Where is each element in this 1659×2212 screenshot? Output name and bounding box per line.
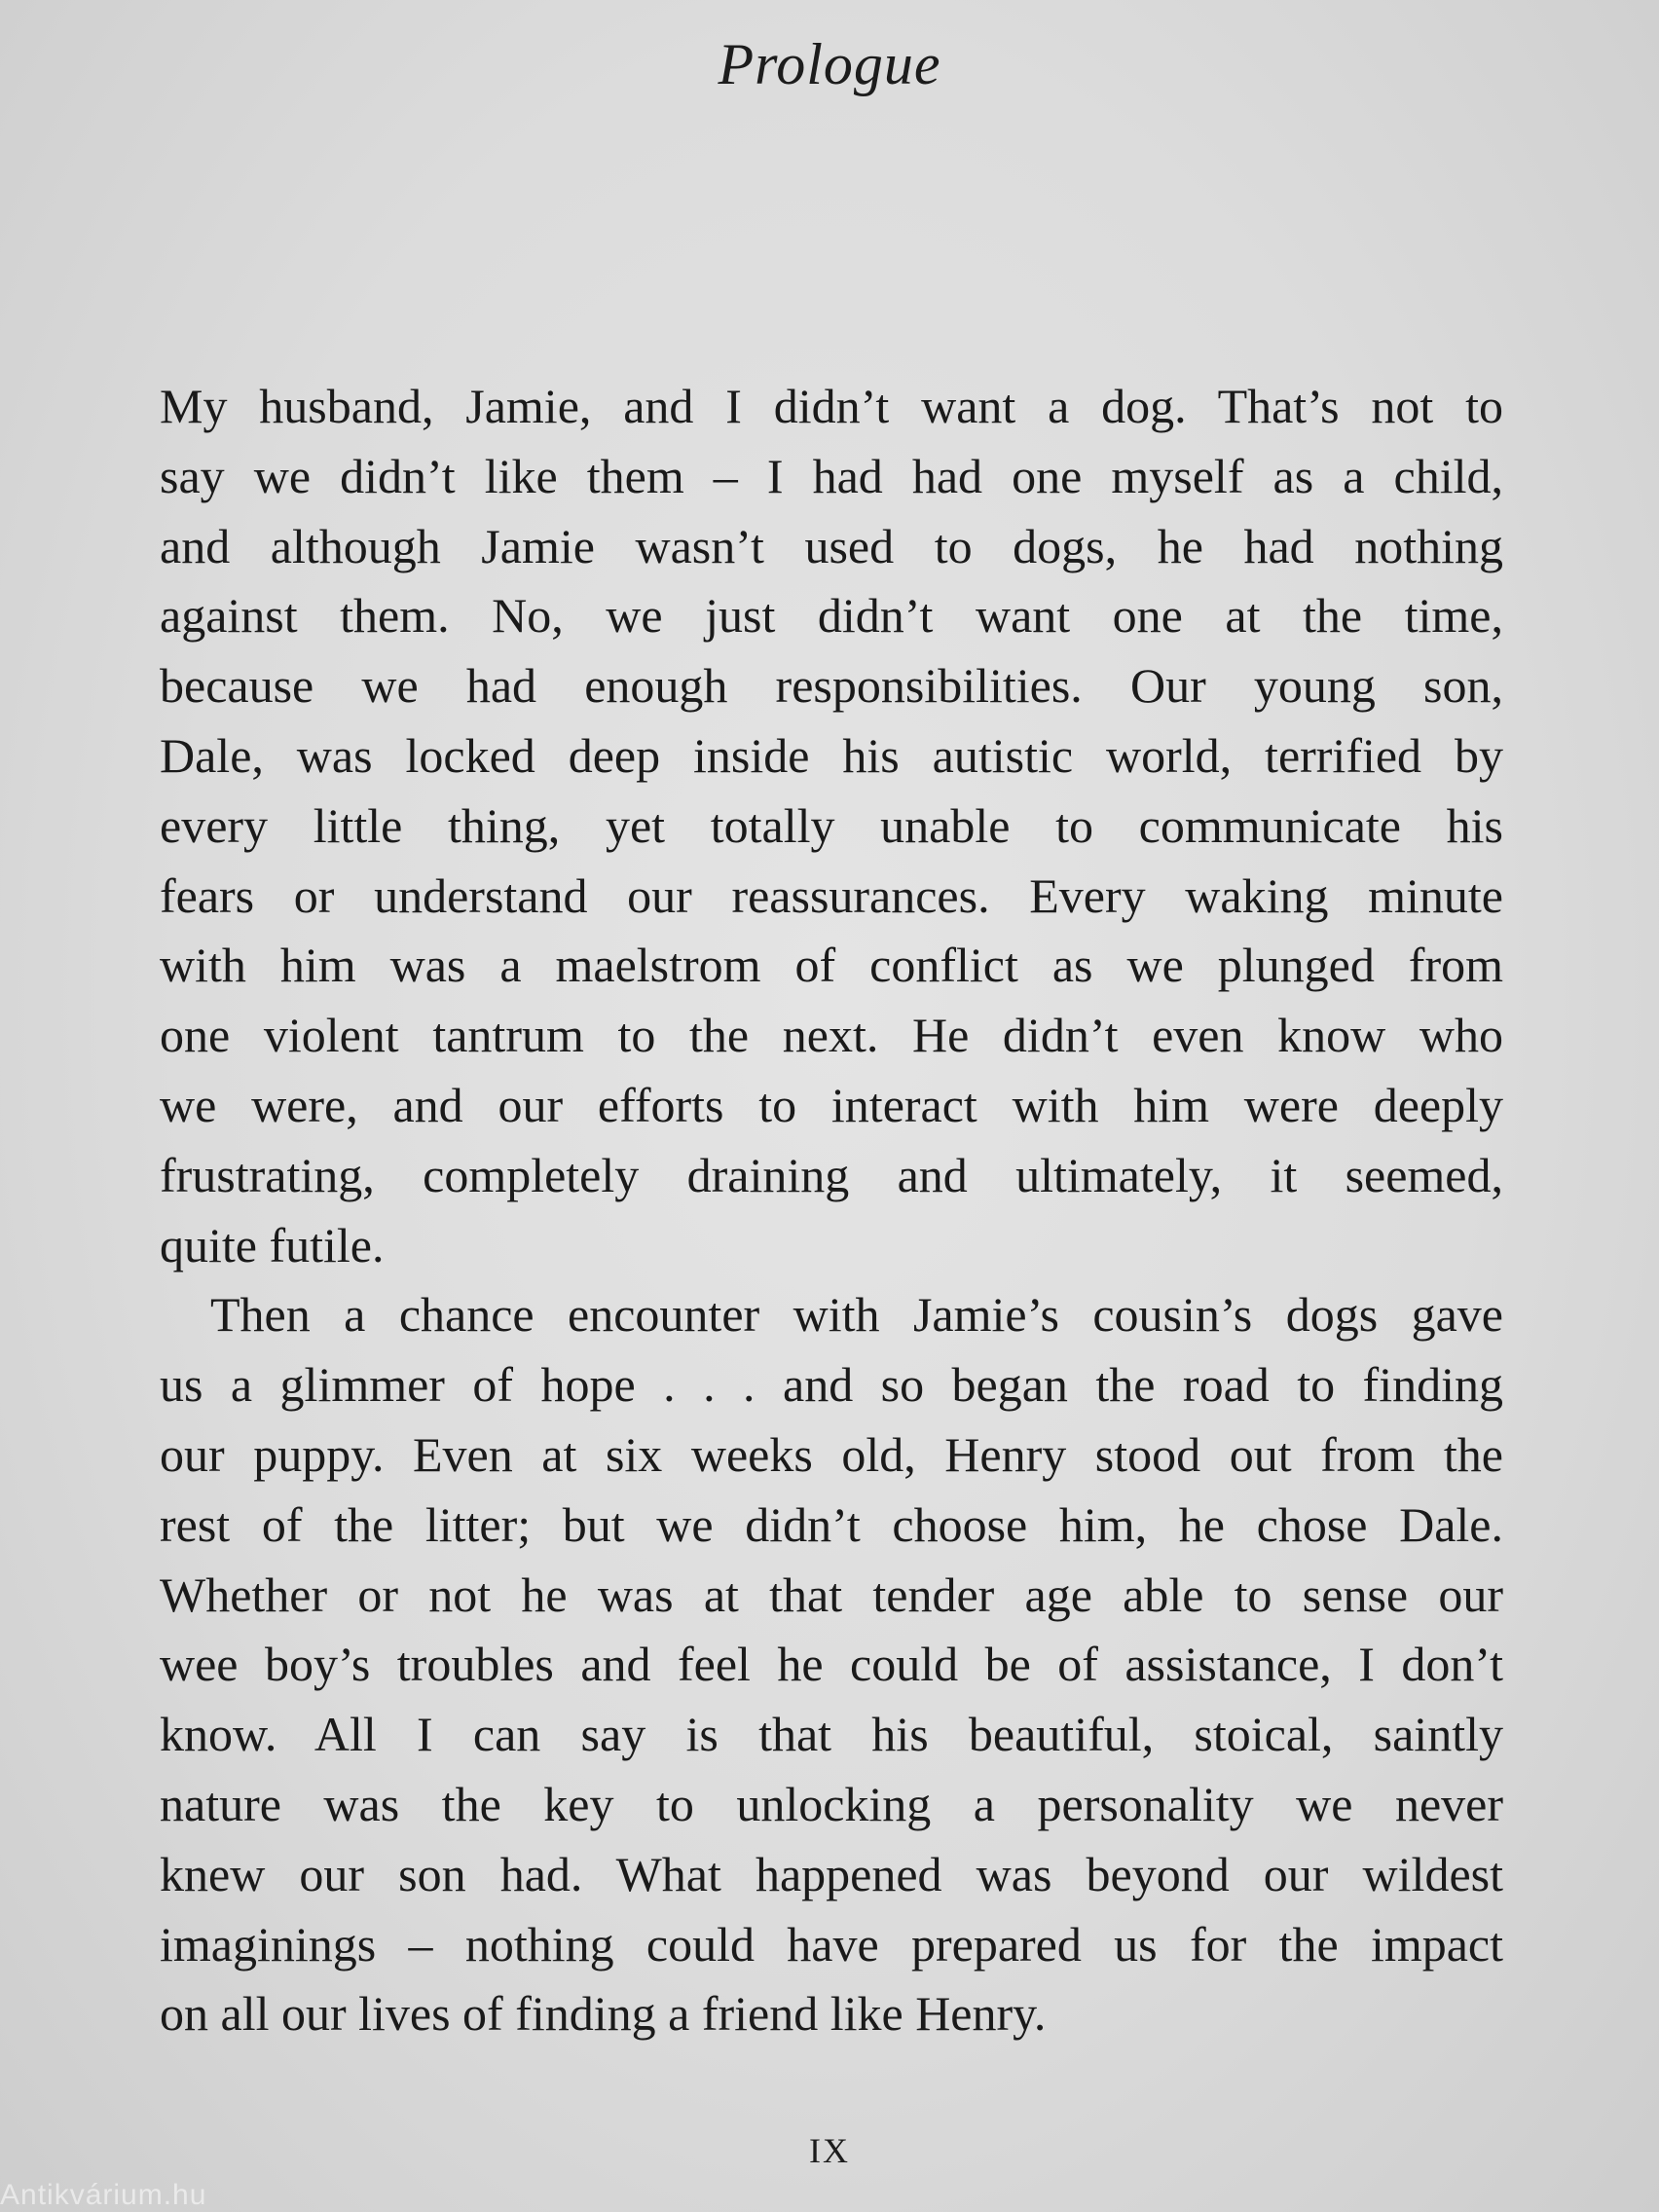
paragraph-1 [160, 372, 1503, 1280]
text-line: us a glimmer of hope . . . and so began the road to finding [160, 1357, 1503, 1413]
text-line: Whether or not he was at that tender age able to sense our [160, 1567, 1503, 1622]
text-line: because we had enough responsibilities. Our young son, [160, 658, 1503, 714]
text-line: know. All I can say is that his beautiful, stoical, saintly [160, 1707, 1503, 1762]
text-line: say we didn’t like them – I had had one myself as a child, [160, 448, 1503, 503]
watermark: Antikvárium.hu [0, 2179, 207, 2211]
text-line: My husband, Jamie, and I didn’t want a dog. That’s not to [160, 379, 1503, 433]
body-text [160, 372, 1503, 2049]
text-line: we were, and our efforts to interact with him were deeply [160, 1077, 1503, 1132]
text-line: against them. No, we just didn’t want one at the time, [160, 588, 1503, 644]
text-line: Then a chance encounter with Jamie’s cousin’s dogs gave [210, 1287, 1503, 1343]
text-line: wee boy’s troubles and feel he could be of assistance, I don’t [160, 1637, 1503, 1692]
chapter-title: Prologue [718, 32, 941, 96]
text-line: nature was the key to unlocking a personality we never [160, 1776, 1503, 1831]
text-line: rest of the litter; but we didn’t choose him, he chose Dale. [160, 1496, 1503, 1552]
text-line: one violent tantrum to the next. He didn’t even know who [160, 1008, 1503, 1063]
text-line: our puppy. Even at six weeks old, Henry stood out from the [160, 1426, 1503, 1482]
text-line: and although Jamie wasn’t used to dogs, he had nothing [160, 518, 1503, 573]
text-line: on all our lives of finding a friend like Henry. [160, 1986, 1047, 2042]
text-line: quite futile. [160, 1217, 385, 1272]
page-number: IX [809, 2131, 850, 2170]
paragraph-2 [160, 1280, 1503, 2049]
text-line: fears or understand our reassurances. Every waking minute [160, 867, 1503, 923]
text-line: Dale, was locked deep inside his autistic world, terrified by [160, 727, 1503, 783]
text-line: with him was a maelstrom of conflict as we plunged from [160, 938, 1503, 993]
text-line: every little thing, yet totally unable to communicate his [160, 797, 1503, 853]
text-line: frustrating, completely draining and ultimately, it seemed, [160, 1147, 1503, 1202]
text-line: imaginings – nothing could have prepared us for the impact [160, 1916, 1503, 1972]
text-line: knew our son had. What happened was beyond our wildest [160, 1846, 1503, 1901]
